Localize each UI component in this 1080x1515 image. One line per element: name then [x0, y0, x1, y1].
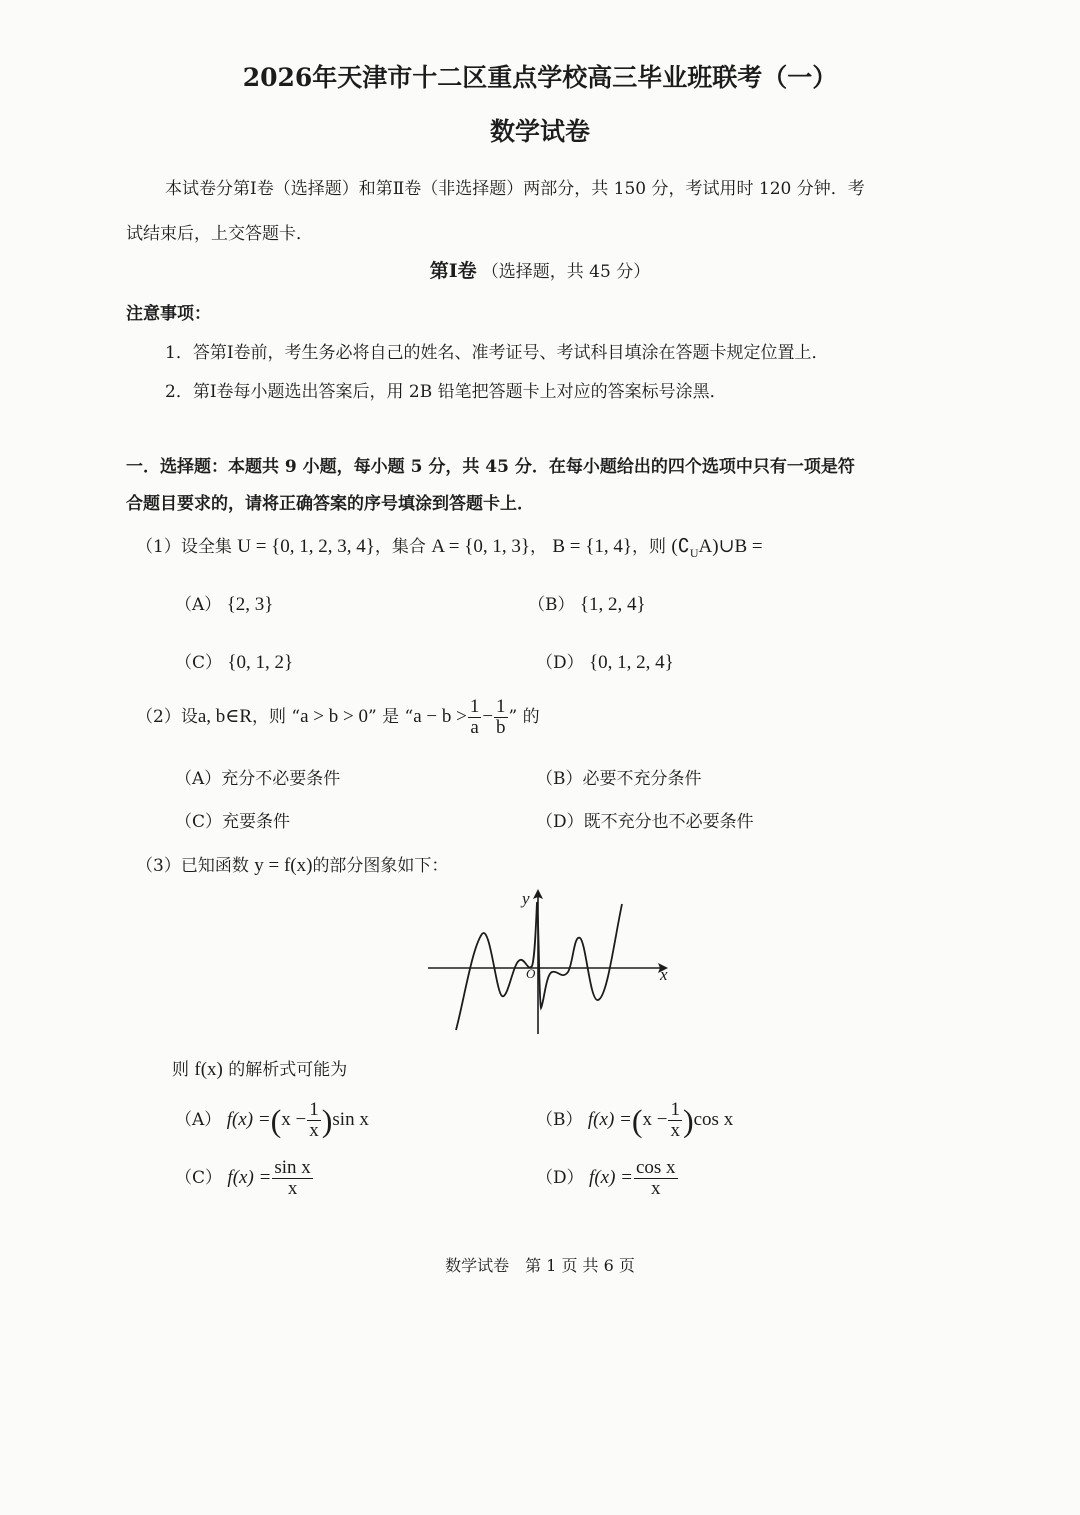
q3-text-2: 的部分图象如下： — [312, 856, 449, 876]
q1-set-U: U = {0, 1, 2, 3, 4} — [237, 536, 375, 557]
q1-option-d: （D） {0, 1, 2, 4} — [536, 652, 674, 673]
q1-text-4: ，则 — [632, 537, 667, 557]
q1-option-b: （B） {1, 2, 4} — [528, 594, 646, 615]
q1-option-c: （C） {0, 1, 2} — [175, 652, 294, 673]
exam-title: 2026年天津市十二区重点学校高三毕业班联考（一） — [242, 63, 838, 92]
function-graph — [420, 882, 680, 1042]
x-axis-label: x — [660, 965, 668, 984]
q2-text-3: ” 是 “ — [367, 706, 414, 727]
page-footer: 数学试卷 第 1 页 共 6 页 — [445, 1256, 635, 1275]
q1-expression: $(∁_UA)\cup B$ = — [671, 536, 763, 560]
q2-option-a: （A）充分不必要条件 — [175, 769, 341, 789]
part1-note: （选择题，共 45 分） — [481, 262, 651, 282]
part1-title: 第Ⅰ卷 — [429, 260, 477, 282]
question-1-stem — [136, 532, 763, 561]
q1-set-B: B = {1, 4} — [552, 536, 633, 557]
q1-text-1: 设全集 — [180, 537, 232, 557]
intro-line-1: 本试卷分第Ⅰ卷（选择题）和第Ⅱ卷（非选择题）两部分，共 150 分，考试用时 120 分钟．考 — [165, 179, 865, 199]
q1-text-2: ，集合 — [374, 537, 426, 557]
q2-option-b: （B）必要不充分条件 — [536, 769, 702, 789]
q2-number: （2） — [136, 706, 181, 727]
q2-text-1: 设 — [180, 706, 198, 727]
q2-option-d: （D）既不充分也不必要条件 — [536, 812, 754, 832]
q1-set-A: A = {0, 1, 3} — [431, 536, 530, 557]
q3-option-b: （B） f(x) =(x − $\frac{1}{x}$ )cos x — [536, 1099, 734, 1141]
notice-item-2: 2．第Ⅰ卷每小题选出答案后，用 2B 铅笔把答题卡上对应的答案标号涂黑． — [165, 382, 727, 402]
q3-number: （3） — [136, 856, 181, 876]
notice-item-1: 1．答第Ⅰ卷前，考生务必将自己的姓名、准考证号、考试科目填涂在答题卡规定位置上． — [165, 343, 829, 363]
section1-line-1: 一．选择题：本题共 9 小题，每小题 5 分，共 45 分．在每小题给出的四个选项中只有一项是符 — [126, 457, 855, 477]
q3-text-1: 已知函数 — [180, 856, 249, 876]
q2-text-2: ，则 “ — [252, 706, 301, 727]
q1-option-a: （A） {2, 3} — [175, 594, 274, 615]
q3-then-line: 则 f(x) 的解析式可能为 — [172, 1059, 348, 1080]
q1-text-3: ， — [529, 537, 547, 557]
q3-option-c: （C） f(x) = $\frac{\text{sin x}}{x}$ — [175, 1157, 311, 1199]
question-2-stem — [136, 697, 540, 738]
intro-line-2: 试结束后，上交答题卡． — [126, 224, 313, 244]
exam-subtitle: 数学试卷 — [489, 117, 590, 146]
y-axis-label: y — [522, 889, 530, 908]
notice-heading: 注意事项： — [126, 304, 211, 324]
q2-cond-1: a > b > 0 — [300, 705, 368, 727]
section1-line-2: 合题目要求的，请将正确答案的序号填涂到答题卡上． — [126, 494, 534, 514]
q3-option-d: （D） f(x) = $\frac{\text{cos x}}{x}$ — [536, 1157, 676, 1199]
function-curve — [456, 902, 622, 1030]
origin-label: O — [526, 966, 536, 981]
q2-cond-2: a − b > $\frac{1}{a}$ − $\frac{1}{b}$ — [413, 696, 506, 738]
q2-text-4: ” 的 — [508, 706, 540, 727]
part1-heading — [0, 256, 1080, 283]
q2-vars: a, b∈R — [197, 705, 252, 727]
q3-option-a: （A） f(x) =(x − $\frac{1}{x}$ )sin x — [175, 1099, 369, 1141]
q3-func: y = f(x) — [254, 855, 313, 876]
q2-option-c: （C）充要条件 — [175, 812, 291, 832]
q1-number: （1） — [136, 537, 181, 557]
question-3-stem — [136, 851, 448, 877]
